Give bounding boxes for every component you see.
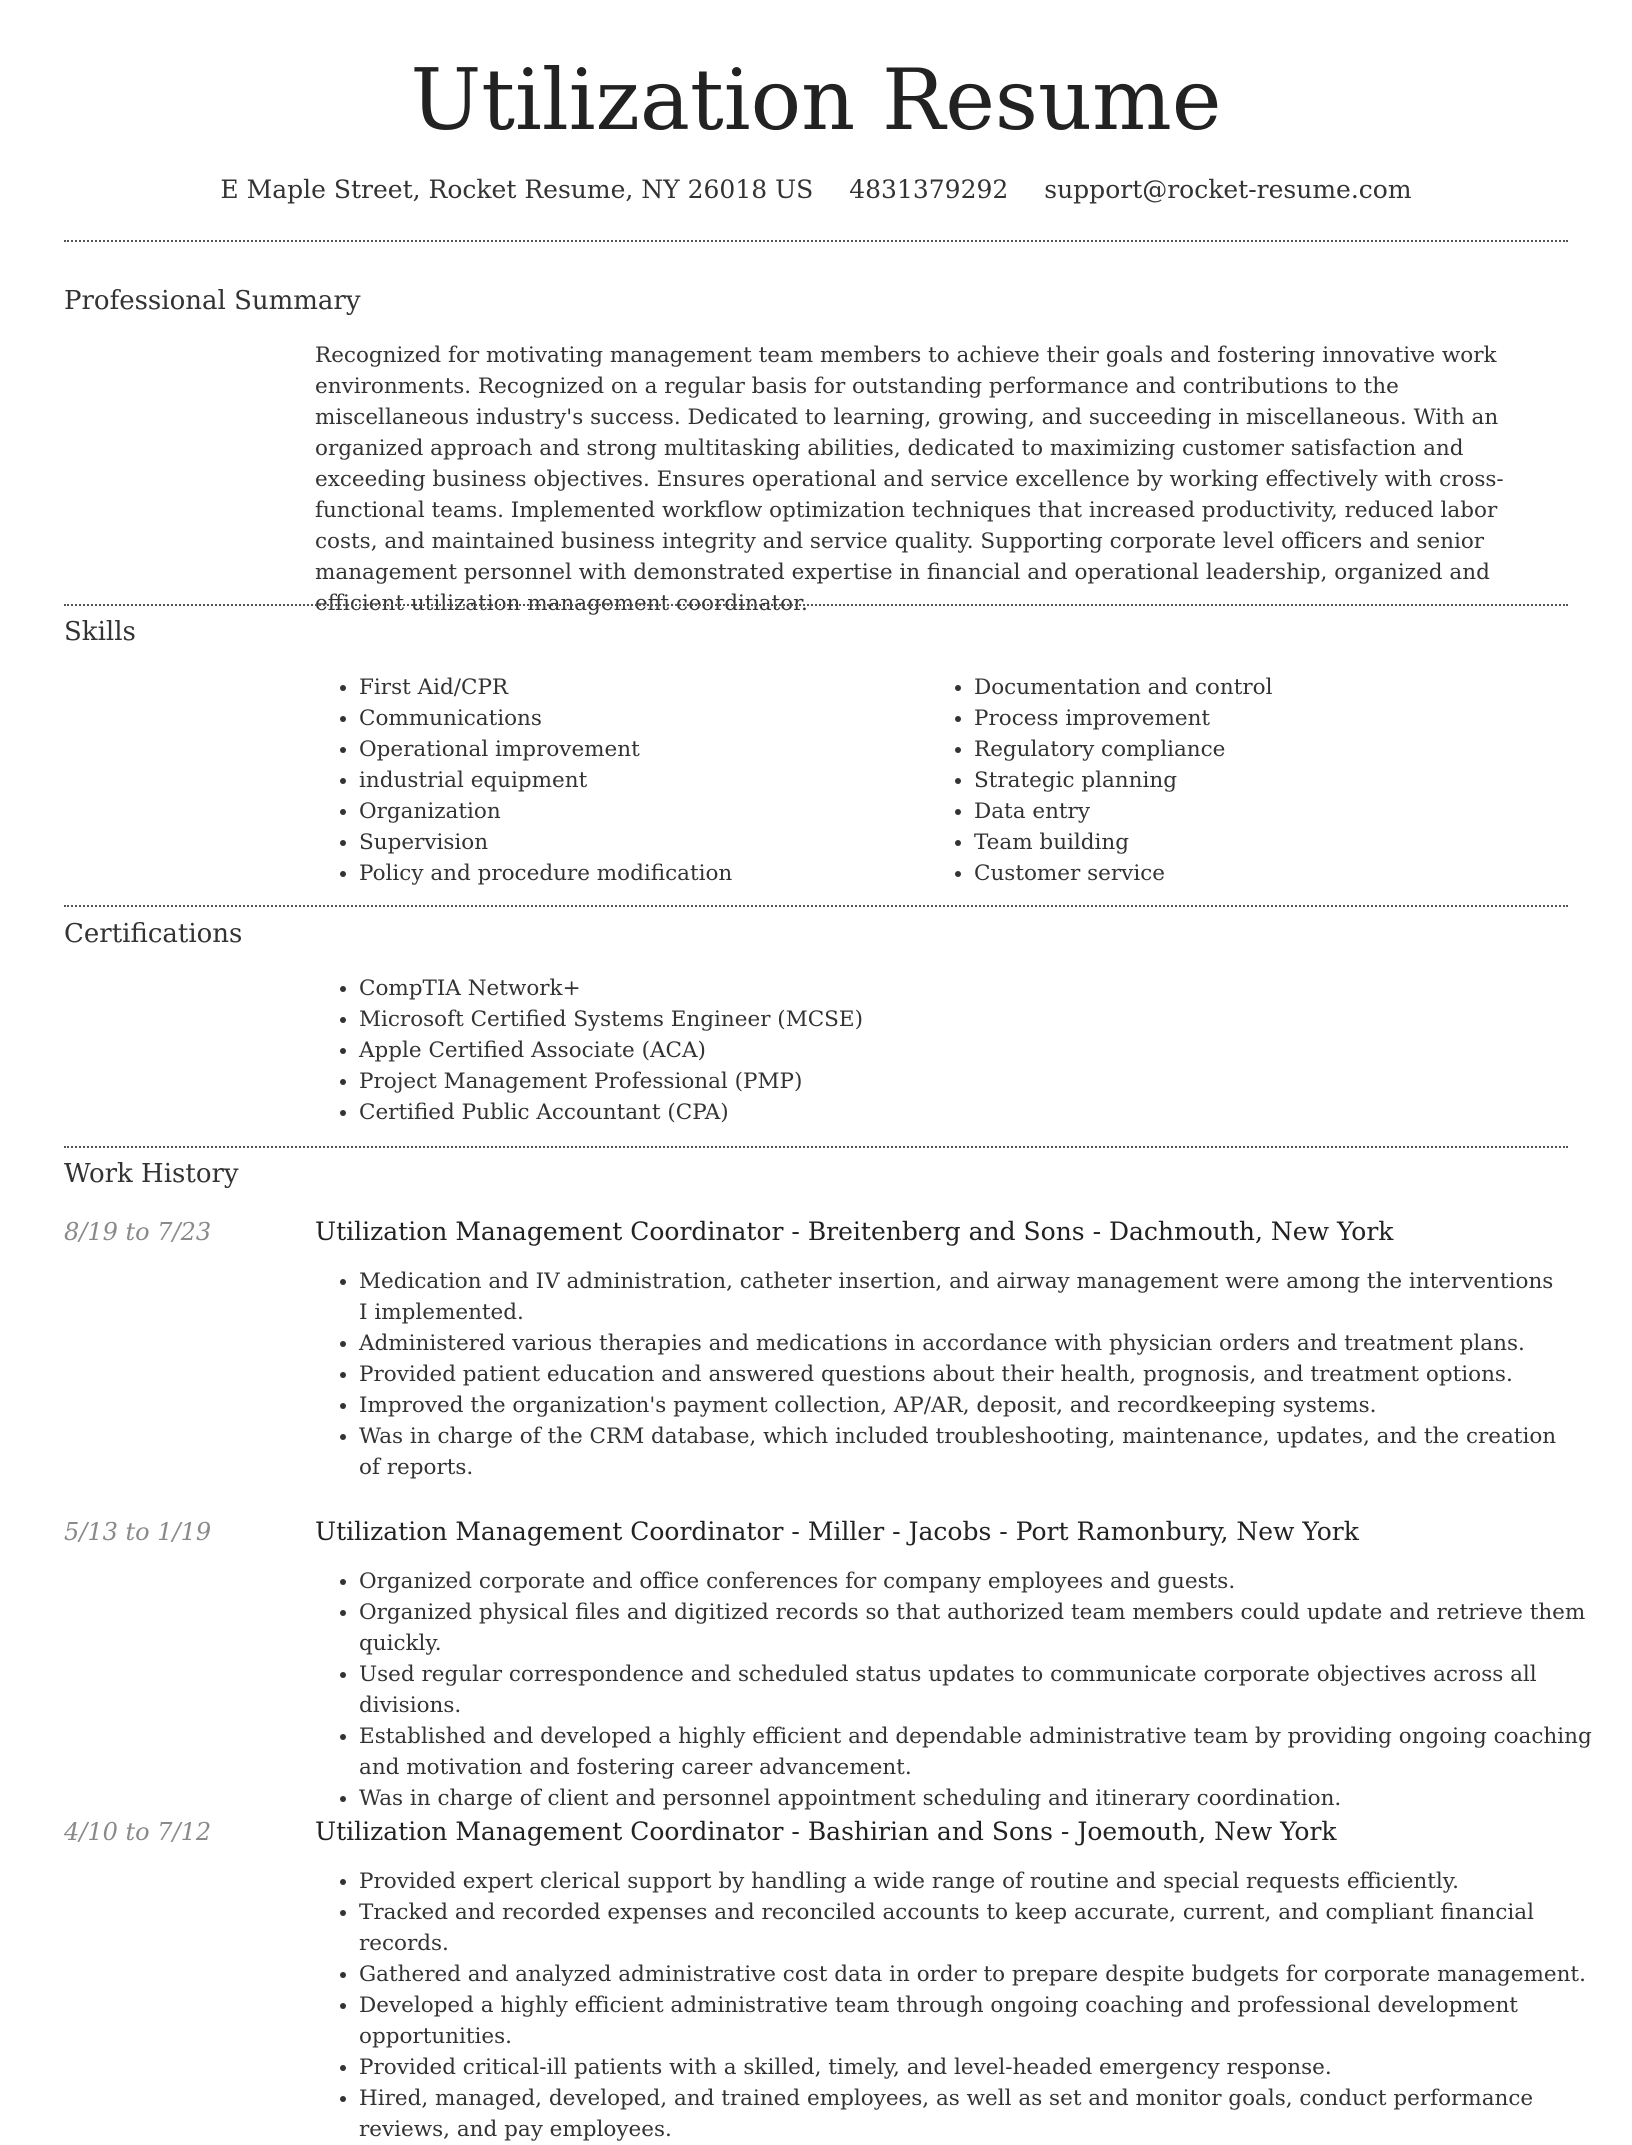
job-bullets	[315, 1566, 1609, 1814]
contact-email: support@rocket-resume.com	[1044, 175, 1412, 204]
job-role: Utilization Management Coordinator	[315, 1817, 784, 1846]
skill-item: • Customer service	[974, 858, 1574, 889]
job-bullet: • Medication and IV administration, catheter insertion, and airway management were among the interventions I implemented.	[359, 1266, 1559, 1328]
section-divider	[64, 240, 1568, 242]
job-bullet: • Provided critical-ill patients with a skilled, timely, and level-headed emergency response.	[359, 2052, 1589, 2083]
skill-item: • Data entry	[974, 796, 1574, 827]
job-bullet: • Administered various therapies and medications in accordance with physician orders and treatment plans.	[359, 1328, 1559, 1359]
job-bullet: • Organized corporate and office conferences for company employees and guests.	[359, 1566, 1609, 1597]
contact-line	[0, 170, 1632, 210]
skill-item: • Supervision	[359, 827, 919, 858]
job-employer: Miller - Jacobs - Port Ramonbury, New York	[807, 1517, 1359, 1546]
job-bullet: • Was in charge of client and personnel appointment scheduling and itinerary coordination.	[359, 1783, 1609, 1814]
section-divider	[64, 1146, 1568, 1148]
skill-item: • Process improvement	[974, 703, 1574, 734]
work-history-heading: Work History	[64, 1159, 239, 1189]
skill-item: • Organization	[359, 796, 919, 827]
job-title	[315, 1514, 1575, 1550]
contact-phone: 4831379292	[849, 175, 1009, 204]
job-separator: -	[783, 1817, 808, 1846]
job-title	[315, 1214, 1575, 1250]
job-bullet: • Used regular correspondence and scheduled status updates to communicate corporate objectives across all divisions.	[359, 1659, 1609, 1721]
job-bullets	[315, 1266, 1559, 1483]
skill-item: • Team building	[974, 827, 1574, 858]
job-bullets	[315, 1866, 1589, 2145]
section-divider	[64, 905, 1568, 907]
skill-item: • Strategic planning	[974, 765, 1574, 796]
job-role: Utilization Management Coordinator	[315, 1517, 784, 1546]
job-bullet: • Organized physical files and digitized records so that authorized team members could update and retrieve them quickly.	[359, 1597, 1609, 1659]
skill-item: • Policy and procedure modification	[359, 858, 919, 889]
job-separator: -	[783, 1517, 808, 1546]
summary-text: Recognized for motivating management team members to achieve their goals and fostering innovative work environments. Recognized on a regular basis for outstanding performance and contributions to the miscellaneous industry's success. Dedicated to learning, growing, and succeeding in miscellaneous. With an organized approach and strong multitasking abilities, dedicated to maximizing customer satisfaction and exceeding business objectives. Ensures operational and service excellence by working effectively with cross-functional teams. Implemented workflow optimization techniques that increased productivity, reduced labor costs, and maintained business integrity and service quality. Supporting corporate level officers and senior management personnel with demonstrated expertise in financial and operational leadership, organized and efficient utilization management coordinator.	[315, 343, 1504, 616]
job-role: Utilization Management Coordinator	[315, 1217, 784, 1246]
skills-list-right	[930, 672, 1574, 889]
contact-address: E Maple Street, Rocket Resume, NY 26018 US	[220, 175, 814, 204]
certification-item: • Project Management Professional (PMP)	[359, 1066, 1559, 1097]
job-bullet: • Provided expert clerical support by handling a wide range of routine and special requests efficiently.	[359, 1866, 1589, 1897]
summary-heading: Professional Summary	[64, 286, 361, 316]
job-bullet: • Provided patient education and answered questions about their health, prognosis, and treatment options.	[359, 1359, 1559, 1390]
skills-list-left	[315, 672, 919, 889]
job-employer: Breitenberg and Sons - Dachmouth, New York	[807, 1217, 1394, 1246]
job-dates: 8/19 to 7/23	[64, 1218, 212, 1246]
skill-item: • industrial equipment	[359, 765, 919, 796]
job-dates: 5/13 to 1/19	[64, 1518, 212, 1546]
job-title	[315, 1814, 1575, 1850]
certification-item: • Certified Public Accountant (CPA)	[359, 1097, 1559, 1128]
job-bullet: • Improved the organization's payment collection, AP/AR, deposit, and recordkeeping systems.	[359, 1390, 1559, 1421]
certification-item: • Microsoft Certified Systems Engineer (MCSE)	[359, 1004, 1559, 1035]
skill-item: • Regulatory compliance	[974, 734, 1574, 765]
skill-item: • Documentation and control	[974, 672, 1574, 703]
job-employer: Bashirian and Sons - Joemouth, New York	[807, 1817, 1337, 1846]
job-bullet: • Gathered and analyzed administrative cost data in order to prepare despite budgets for corporate management.	[359, 1959, 1589, 1990]
certification-item: • CompTIA Network+	[359, 973, 1559, 1004]
job-bullet: • Established and developed a highly efficient and dependable administrative team by providing ongoing coaching and motivation and fostering career advancement.	[359, 1721, 1609, 1783]
skill-item: • Communications	[359, 703, 919, 734]
job-bullet: • Tracked and recorded expenses and reconciled accounts to keep accurate, current, and compliant financial records.	[359, 1897, 1589, 1959]
skill-item: • Operational improvement	[359, 734, 919, 765]
job-separator: -	[783, 1217, 808, 1246]
skills-heading: Skills	[64, 617, 136, 647]
job-bullet: • Hired, managed, developed, and trained employees, as well as set and monitor goals, conduct performance reviews, and pay employees.	[359, 2083, 1589, 2145]
certifications-list	[315, 973, 1559, 1128]
job-bullet: • Was in charge of the CRM database, which included troubleshooting, maintenance, updates, and the creation of reports.	[359, 1421, 1559, 1483]
certification-item: • Apple Certified Associate (ACA)	[359, 1035, 1559, 1066]
resume-name: Utilization Resume	[410, 51, 1222, 149]
skill-item: • First Aid/CPR	[359, 672, 919, 703]
job-dates: 4/10 to 7/12	[64, 1818, 212, 1846]
certifications-heading: Certifications	[64, 919, 243, 949]
section-divider	[64, 604, 1568, 606]
job-bullet: • Developed a highly efficient administrative team through ongoing coaching and professional development opportunities.	[359, 1990, 1589, 2052]
